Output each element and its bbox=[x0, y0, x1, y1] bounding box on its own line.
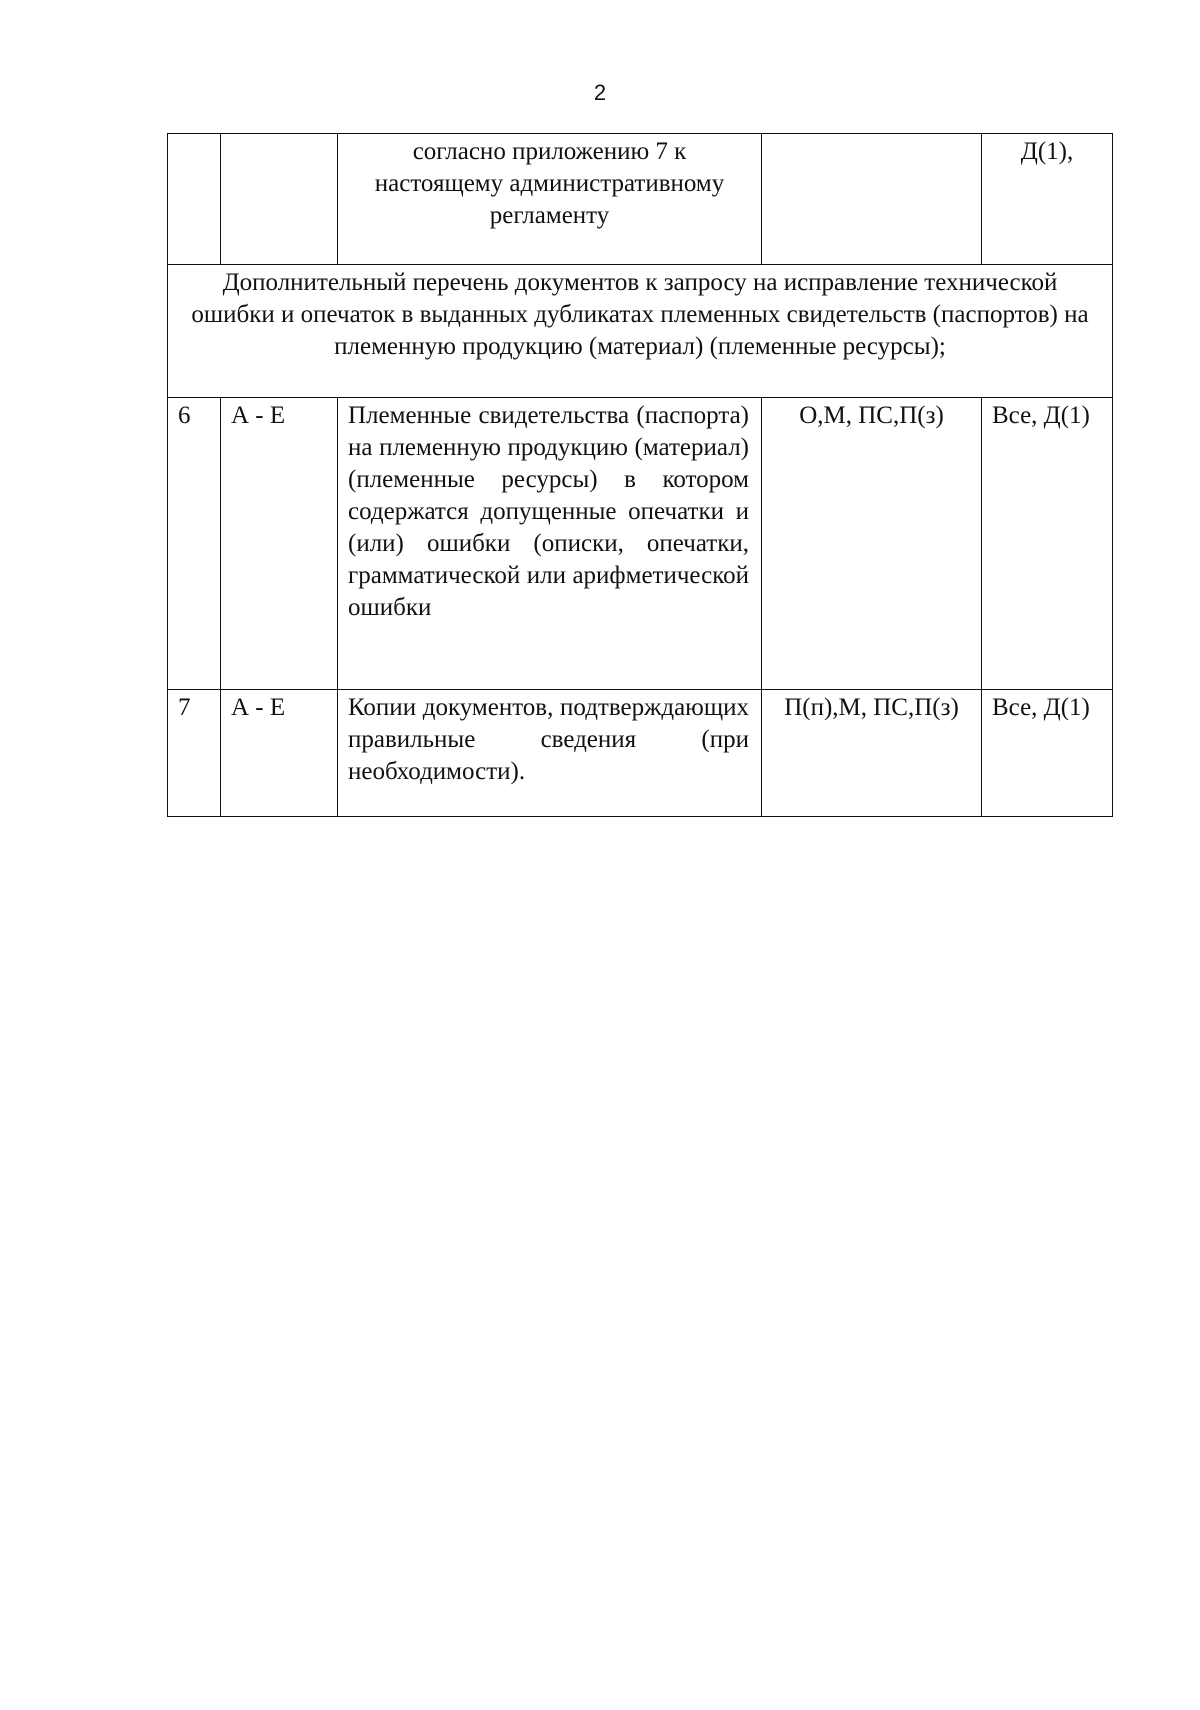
cell-form bbox=[762, 134, 982, 265]
cell-code bbox=[221, 134, 338, 265]
cell-code: А - Е bbox=[221, 690, 338, 817]
cell-form: О,М, ПС,П(з) bbox=[762, 398, 982, 690]
section-heading: Дополнительный перечень документов к запросу на исправление технической ошибки и опечаток в выданных дубликатах племенных свидетельств (паспортов) на племенную продукцию (материал) (племенные ресурсы); bbox=[168, 265, 1113, 398]
cell-description: согласно приложению 7 к настоящему административному регламенту bbox=[338, 134, 762, 265]
table-row bbox=[168, 690, 1113, 817]
cell-description: Племенные свидетельства (паспорта) на племенную продукцию (материал) (племенные ресурсы) в котором содержатся допущенные опечатки и (или) ошибки (описки, опечатки, грамматической или арифметической ошибки bbox=[338, 398, 762, 690]
table-row bbox=[168, 398, 1113, 690]
cell-who: Все, Д(1) bbox=[982, 690, 1113, 817]
documents-table bbox=[167, 133, 1113, 817]
table-row-continuation bbox=[168, 134, 1113, 265]
cell-num: 7 bbox=[168, 690, 221, 817]
cell-who: Д(1), bbox=[982, 134, 1113, 265]
table-row-section-heading bbox=[168, 265, 1113, 398]
cell-description: Копии документов, подтверждающих правильные сведения (при необходимости). bbox=[338, 690, 762, 817]
page-number: 2 bbox=[593, 80, 607, 105]
cell-who: Все, Д(1) bbox=[982, 398, 1113, 690]
cell-code: А - Е bbox=[221, 398, 338, 690]
cell-num bbox=[168, 134, 221, 265]
cell-form: П(п),М, ПС,П(з) bbox=[762, 690, 982, 817]
cell-num: 6 bbox=[168, 398, 221, 690]
